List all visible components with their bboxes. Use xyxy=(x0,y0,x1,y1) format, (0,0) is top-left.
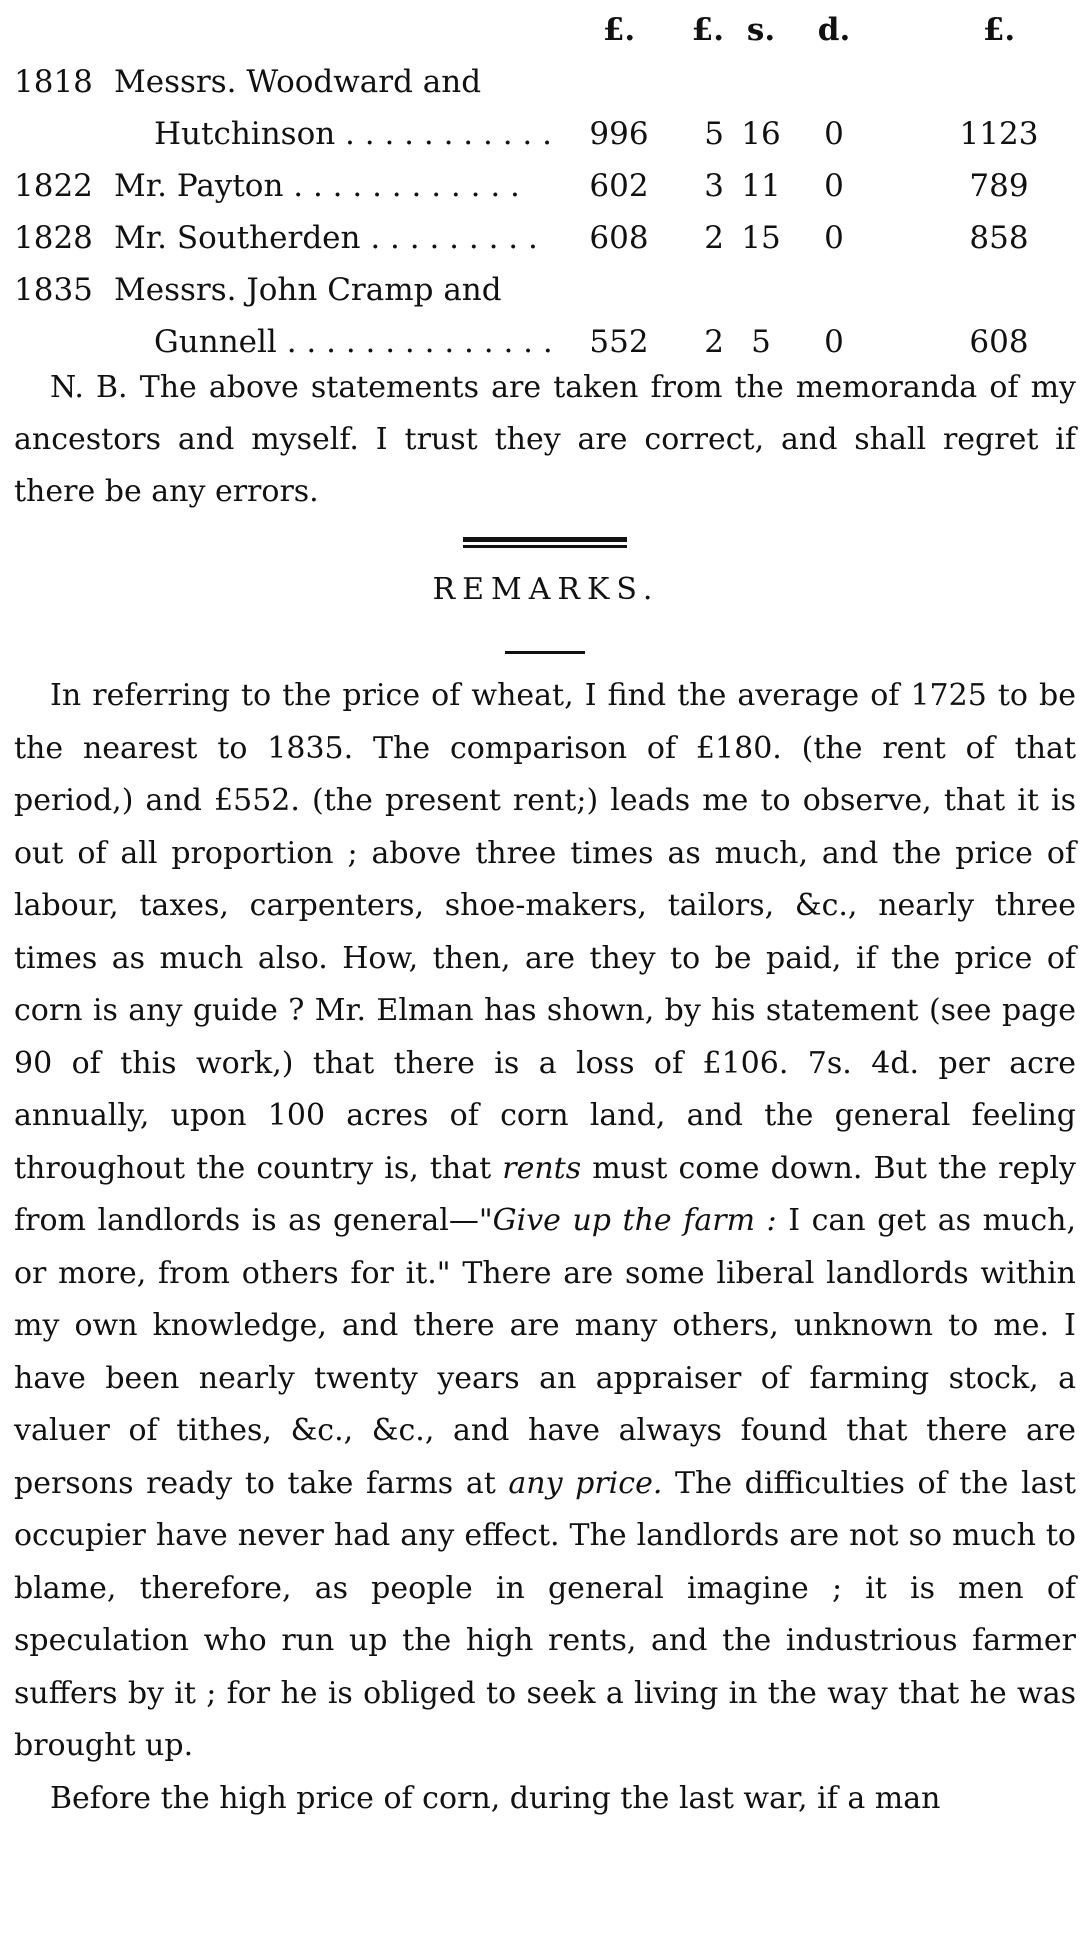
row-tenant-cont: Hutchinson . . . . . . . . . . . xyxy=(154,116,552,152)
row-tenant: Messrs. Woodward and xyxy=(114,64,482,100)
col-header-pounds: £. xyxy=(602,12,636,48)
row-shillings: 11 xyxy=(741,168,781,204)
remarks-body xyxy=(14,670,1076,1825)
paragraph-text: In referring to the price of wheat, I find the average of 1725 to be the nearest to 1835. The comparison of £180. (the rent of that period,) and £552. (the present rent;) leads me to observe, that it is out of all proportion ; above three times as much, and the price of labour, taxes, carpenters, shoe-makers, tailors, &c., nearly three times as much also. How, then, are they to be paid, if the price of corn is any guide ? Mr. Elman has shown, by his statement (see page 90 of this work,) that there is a loss of £106. 7s. 4d. per acre annually, upon 100 acres of corn land, and the general feeling throughout the country is, that xyxy=(14,678,1076,1186)
paragraph-text: must come down. But the reply from landlords is as general— xyxy=(14,1150,1076,1238)
row-tenant-cont: Gunnell . . . . . . . . . . . . . . xyxy=(154,324,553,360)
emphasis-any-price: any price. xyxy=(508,1465,663,1501)
emphasis-rents: rents xyxy=(502,1150,582,1186)
row-year: 1828 xyxy=(14,220,93,256)
row-pounds: 3 xyxy=(704,168,724,204)
row-total: 858 xyxy=(969,220,1029,256)
paragraph: Before the high price of corn, during the last war, if a man xyxy=(50,1780,941,1816)
row-shillings: 5 xyxy=(751,324,771,360)
table-row xyxy=(14,264,1074,316)
table-row xyxy=(14,212,1074,264)
col-header-shillings: s. xyxy=(746,12,776,48)
col-header-pounds-total: £. xyxy=(982,12,1016,48)
row-rent: 608 xyxy=(589,220,649,256)
nb-note-text: N. B. The above statements are taken from the memoranda of my ancestors and myself. I trust they are correct, and shall regret if there be any errors. xyxy=(14,370,1076,509)
nb-note xyxy=(14,362,1076,518)
table-row-continued xyxy=(14,108,1074,160)
table-row-continued xyxy=(14,316,1074,368)
row-tenant: Mr. Payton . . . . . . . . . . . . xyxy=(114,168,520,204)
row-total: 789 xyxy=(969,168,1029,204)
row-total: 608 xyxy=(969,324,1029,360)
row-rent: 996 xyxy=(589,116,649,152)
row-pence: 0 xyxy=(824,324,844,360)
paragraph-text: The difficulties of the last occupier have never had any effect. The landlords are not so much to blame, therefore, as people in general imagine ; it is men of speculation who run up the high rents, and the industrious farmer suffers by it ; for he is obliged to seek a living in the way that he was brought up. xyxy=(14,1465,1076,1763)
row-pence: 0 xyxy=(824,220,844,256)
single-rule-divider xyxy=(505,651,585,654)
row-rent: 602 xyxy=(589,168,649,204)
row-pounds: 2 xyxy=(704,220,724,256)
double-rule-divider xyxy=(463,537,627,549)
row-pounds: 2 xyxy=(704,324,724,360)
rent-table xyxy=(14,4,1074,368)
section-heading: REMARKS. xyxy=(432,572,660,607)
table-header-row xyxy=(14,4,1074,56)
row-year: 1835 xyxy=(14,272,93,308)
row-pence: 0 xyxy=(824,116,844,152)
row-pounds: 5 xyxy=(704,116,724,152)
row-tenant: Messrs. John Cramp and xyxy=(114,272,502,308)
col-header-pence: d. xyxy=(817,12,851,48)
paragraph-text: I can get as much, or more, from others for it." There are some liberal landlords within my own knowledge, and there are many others, unknown to me. I have been nearly twenty years an appraiser of farming stock, a valuer of tithes, &c., &c., and have always found that there are persons ready to take farms at xyxy=(14,1203,1077,1501)
row-rent: 552 xyxy=(589,324,649,360)
row-shillings: 16 xyxy=(741,116,781,152)
row-year: 1818 xyxy=(14,64,93,100)
row-total: 1123 xyxy=(959,116,1039,152)
row-tenant: Mr. Southerden . . . . . . . . . xyxy=(114,220,538,256)
paragraph xyxy=(14,670,1076,1773)
table-row xyxy=(14,56,1074,108)
row-pence: 0 xyxy=(824,168,844,204)
table-row xyxy=(14,160,1074,212)
col-header-pounds-per-acre: £. xyxy=(691,12,724,48)
quotation: "Give up the farm : xyxy=(478,1203,777,1238)
row-shillings: 15 xyxy=(741,220,781,256)
row-year: 1822 xyxy=(14,168,93,204)
